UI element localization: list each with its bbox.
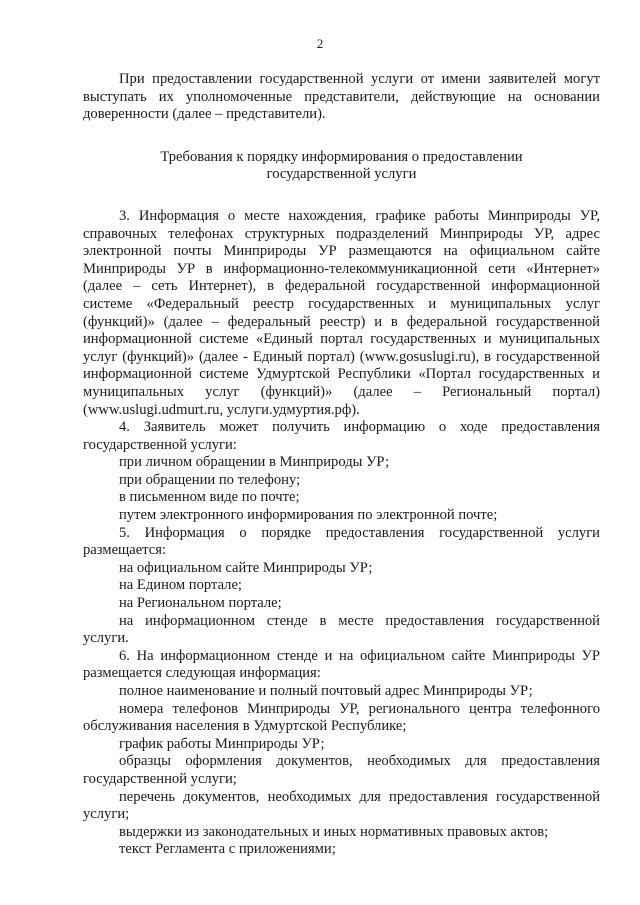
paragraph-6: 6. На информационном стенде и на официальном сайте Минприроды УР размещается следующая информация:	[83, 647, 600, 682]
list-item: путем электронного информирования по электронной почте;	[119, 507, 498, 524]
paragraph-5: 5. Информация о порядке предоставления государственной услуги размещается:	[83, 524, 600, 559]
list-item: график работы Минприроды УР;	[119, 735, 325, 752]
paragraph-4: 4. Заявитель может получить информацию о ходе предоставления государственной услуги:	[83, 419, 600, 453]
list-item: номера телефонов Минприроды УР, регионального центра телефонного обслуживания населения в Удмуртской Республике;	[83, 700, 600, 735]
list-item: на Региональном портале;	[119, 595, 282, 612]
list-item: выдержки из законодательных и иных нормативных правовых актов;	[119, 823, 549, 840]
list-item: полное наименование и полный почтовый адрес Минприроды УР;	[119, 683, 533, 699]
page-number: 2	[316, 36, 324, 51]
list-item: на Едином портале;	[119, 577, 242, 594]
intro-paragraph: При предоставлении государственной услуги от имени заявителей могут выступать их уполномоченные представители, действующие на основании доверенности (далее – представители).	[83, 71, 600, 123]
list-item: образцы оформления документов, необходимых для предоставления государственной услуги;	[83, 753, 600, 787]
paragraph-3: 3. Информация о месте нахождения, графике работы Минприроды УР, справочных телефонах структурных подразделений Минприроды УР, адрес электронной почты Минприроды УР размещаются на официальном сайте Минприроды УР в информационно-телекоммуникационной сети «Интернет» (далее – сеть Интернет), в федеральной государственной информационной системе «Федеральный реестр государственных и муниципальных услуг (функций)» (далее – федеральный реестр) и в федеральной государственной информационной системе «Единый портал государственных и муниципальных услуг (функций)» (далее - Единый портал) (www.gosuslugi.ru), в государственной информационной системе Удмуртской Республики «Портал государственных и муниципальных услуг (функций)» (далее – Региональный портал) (www.uslugi.udmurt.ru, услуги.удмуртия.рф).	[83, 207, 600, 418]
list-item: при личном обращении в Минприроды УР;	[119, 454, 390, 471]
list-item: перечень документов, необходимых для предоставления государственной услуги;	[83, 788, 600, 823]
list-item: при обращении по телефону;	[119, 471, 301, 488]
list-item: на официальном сайте Минприроды УР;	[119, 559, 373, 576]
list-item: на информационном стенде в месте предоставления государственной услуги.	[83, 612, 600, 647]
list-item: текст Регламента с приложениями;	[119, 841, 336, 858]
section-heading: Требования к порядку информирования о предоставлении государственной услуги	[160, 148, 523, 183]
list-item: в письменном виде по почте;	[119, 489, 300, 506]
document-body	[83, 71, 600, 859]
